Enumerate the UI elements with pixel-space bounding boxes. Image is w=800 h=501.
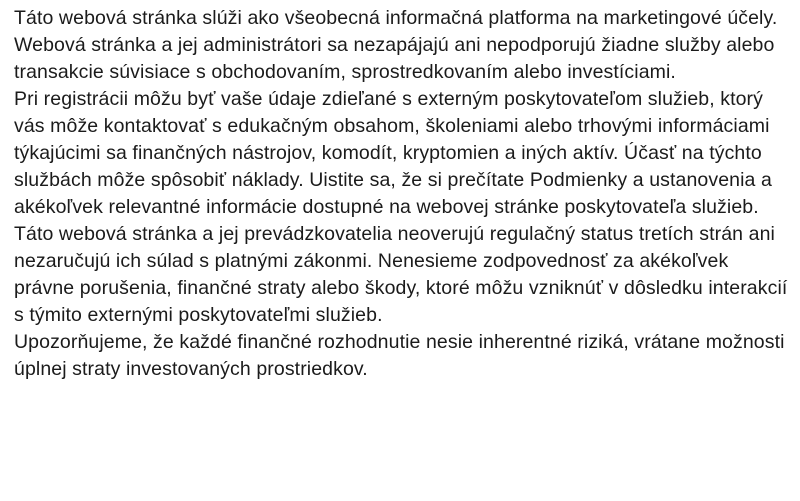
- disclaimer-paragraph-financial-risk: Upozorňujeme, že každé finančné rozhodnutie nesie inherentné riziká, vrátane možnosti úplnej straty investovaných prostriedkov.: [14, 331, 785, 380]
- disclaimer-paragraph-third-party-liability: Táto webová stránka a jej prevádzkovatelia neoverujú regulačný status tretích strán ani nezaručujú ich súlad s platnými zákonmi. Nenesieme zodpovednosť za akékoľvek právne porušenia, finančné straty alebo škody, ktoré môžu vzniknúť v dôsledku interakcií s týmito externými poskytovateľmi služieb.: [14, 223, 788, 326]
- disclaimer-paragraph-general-info: Táto webová stránka slúži ako všeobecná informačná platforma na marketingové účely.: [14, 7, 778, 29]
- disclaimer-paragraph-data-sharing: Pri registrácii môžu byť vaše údaje zdieľané s externým poskytovateľom služieb, ktorý vás môže kontaktovať s edukačným obsahom, školeniami alebo trhovými informáciami týkajúcimi sa finančných nástrojov, komodít, kryptomien a iných aktív. Účasť na týchto službách môže spôsobiť náklady. Uistite sa, že si prečítate Podmienky a ustanovenia a akékoľvek relevantné informácie dostupné na webovej stránke poskytovateľa služieb.: [14, 88, 772, 218]
- disclaimer-paragraph-no-trading-services: Webová stránka a jej administrátori sa nezapájajú ani nepodporujú žiadne služby alebo transakcie súvisiace s obchodovaním, sprostredkovaním alebo investíciami.: [14, 34, 775, 83]
